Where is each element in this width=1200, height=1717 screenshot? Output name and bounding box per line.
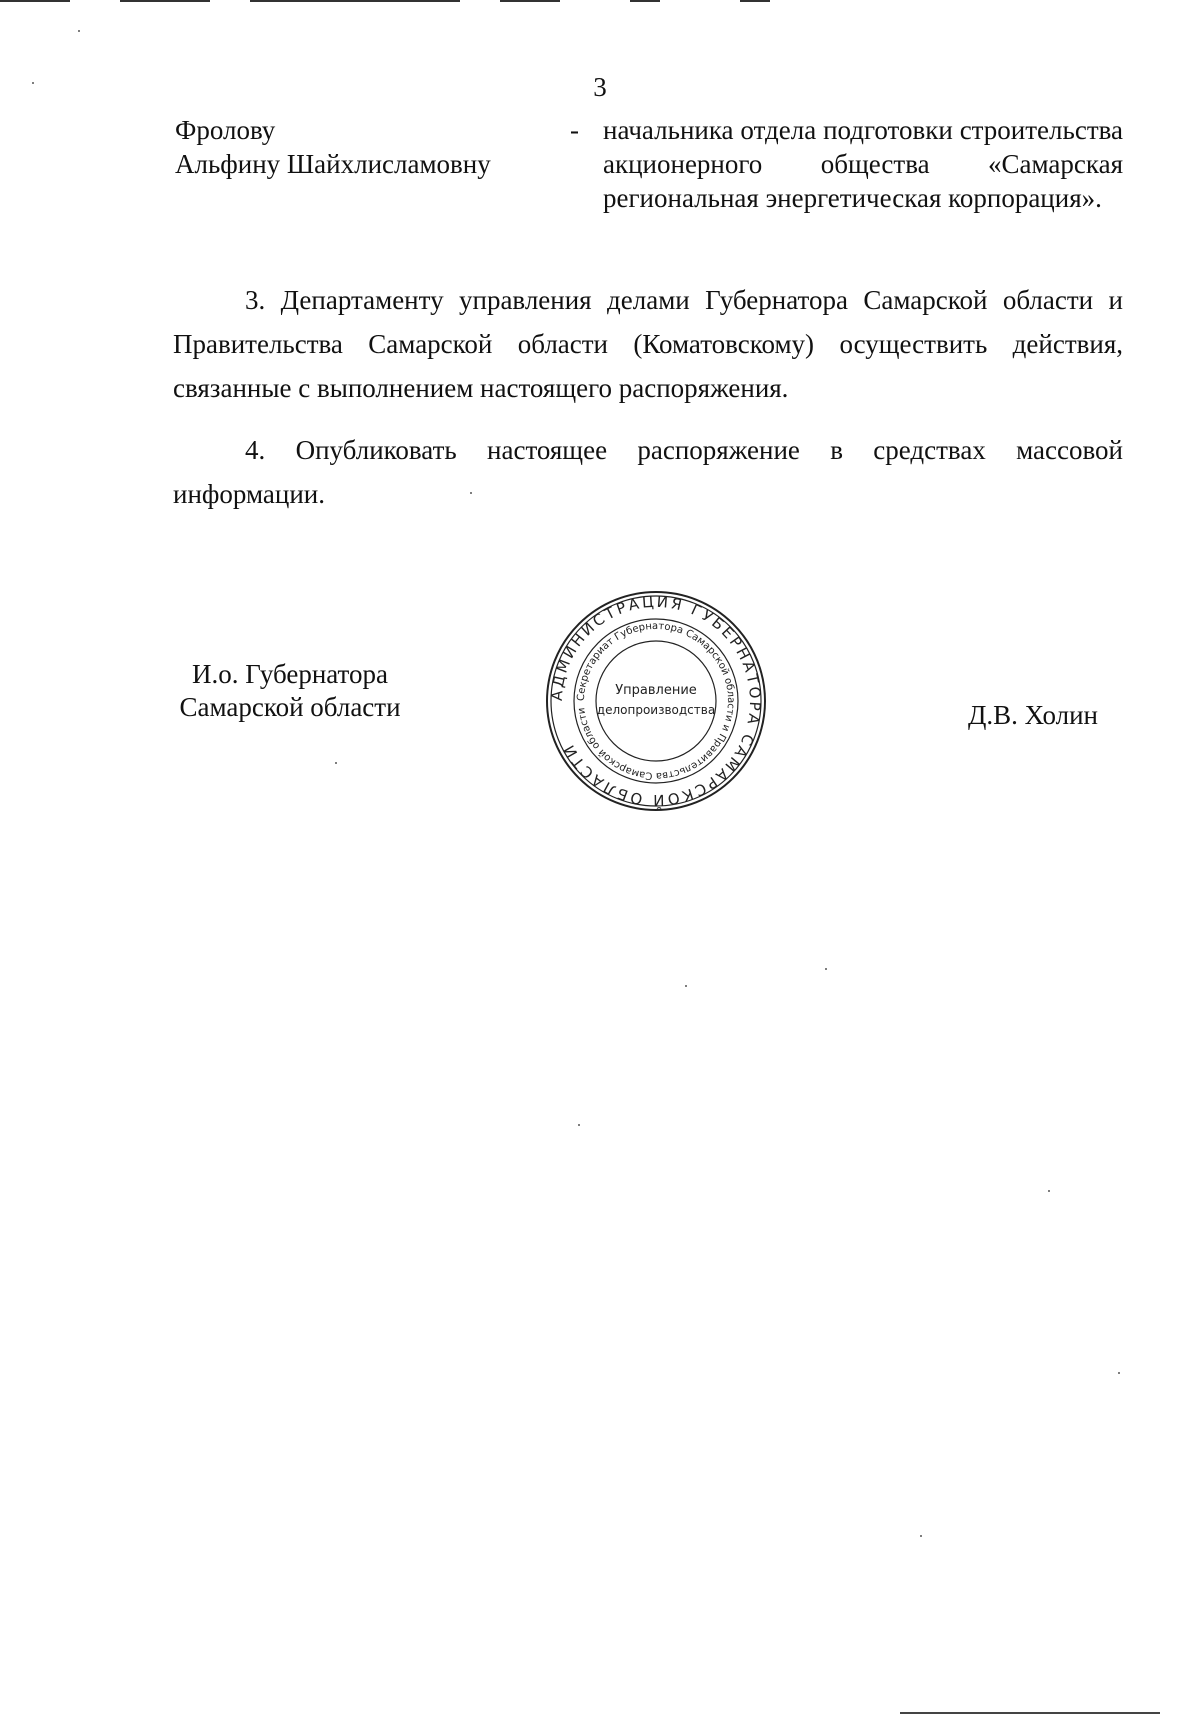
signer-name: Д.В. Холин	[968, 700, 1098, 730]
seal-center-line2: делопроизводства	[596, 703, 716, 717]
official-seal	[545, 590, 767, 812]
scan-speck	[335, 762, 337, 764]
scan-speck	[1118, 1372, 1120, 1374]
signer-title	[150, 658, 430, 724]
scan-speck	[470, 492, 472, 494]
signer-title-line1: И.о. Губернатора	[191, 659, 388, 689]
signer-title-line2: Самарской области	[179, 692, 401, 722]
scan-speck	[920, 1535, 922, 1537]
scan-speck	[32, 82, 34, 84]
appointee-position: начальника отдела подготовки строительства акционерного общества «Самарская региональная энергетическая корпорация».	[603, 115, 1123, 213]
appointee-name	[175, 113, 555, 181]
seal-outer-text: АДМИНИСТРАЦИЯ ГУБЕРНАТОРА САМАРСКОЙ ОБЛАСТИ	[547, 592, 765, 810]
page-number: 3	[593, 72, 607, 102]
scan-speck	[578, 1124, 580, 1126]
appointee-surname: Фролову	[175, 115, 276, 145]
seal-center-line1: Управление	[615, 683, 697, 698]
paragraph-4: 4. Опубликовать настоящее распоряжение в средствах массовой информации.	[173, 435, 1123, 509]
scan-bottom-edge	[900, 1712, 1160, 1714]
scan-top-edge	[0, 0, 1200, 2]
svg-text:Секретариат Губернатора Самарс	[576, 621, 736, 781]
paragraph-3: 3. Департаменту управления делами Губернатора Самарской области и Правительства Самарской области (Коматовскому) осуществить действия, связанные с выполнением настоящего распоряжения.	[173, 285, 1123, 403]
scan-speck	[825, 968, 827, 970]
seal-ring-text: Секретариат Губернатора Самарской области и Правительства Самарской области	[575, 620, 737, 782]
appointee-given-names: Альфину Шайхлисламовну	[175, 149, 491, 179]
appointee-dash: -	[570, 115, 579, 145]
scan-speck	[1048, 1190, 1050, 1192]
scan-speck	[685, 985, 687, 987]
scan-speck	[78, 30, 80, 32]
